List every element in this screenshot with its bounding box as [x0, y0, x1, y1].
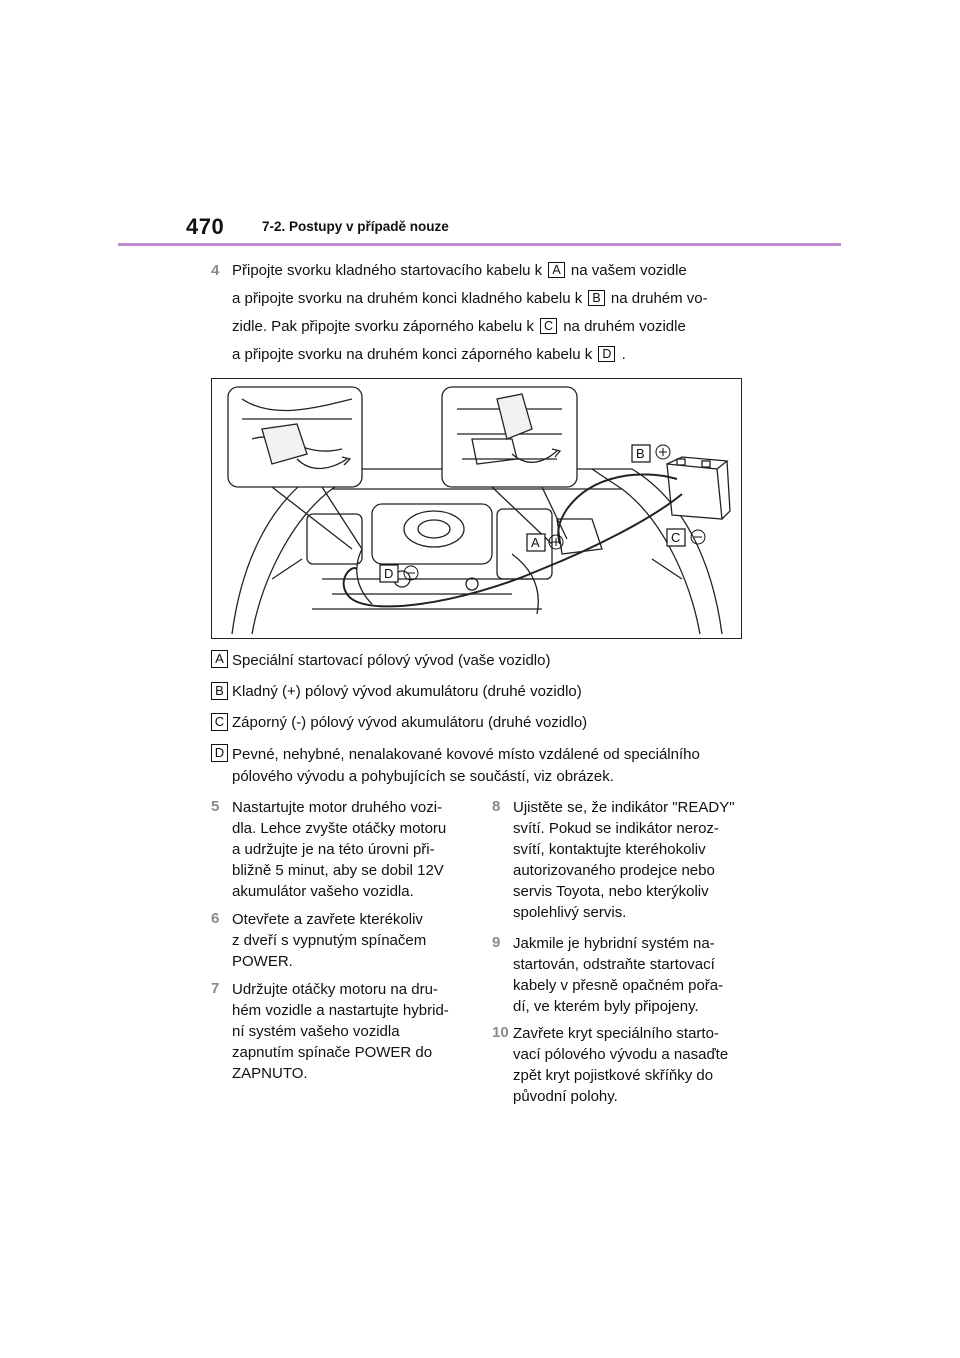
- step-8-line: Ujistěte se, že indikátor "READY": [513, 799, 735, 816]
- callout-d: D: [384, 566, 394, 581]
- step4-line-3: [232, 318, 686, 336]
- step-8-line: servis Toyota, nebo kterýkoliv: [513, 883, 709, 900]
- step-7-line: ní systém vašeho vozidla: [232, 1023, 400, 1040]
- step-6-line: Otevřete a zavřete kterékoliv: [232, 911, 423, 928]
- step-7-line: Udržujte otáčky motoru na dru-: [232, 981, 438, 998]
- step-6-line: POWER.: [232, 953, 293, 970]
- step-number-7: 7: [211, 980, 220, 997]
- legend-text-d-2: pólového vývodu a pohybujících se součástí, viz obrázek.: [232, 768, 614, 785]
- step4-line-1-text-a: Připojte svorku kladného startovacího kabelu k: [232, 262, 543, 279]
- step-7-line: hém vozidle a nastartujte hybrid-: [232, 1002, 449, 1019]
- header-rule: [118, 243, 841, 246]
- step-10-line: původní polohy.: [513, 1088, 618, 1105]
- engine-bay-inner-outline: [252, 489, 700, 634]
- step-number-4: 4: [211, 262, 220, 279]
- step-8-text: [513, 797, 735, 923]
- cable-negative: [344, 494, 682, 606]
- step-number-5: 5: [211, 798, 220, 815]
- engine-bay-drawing: [212, 379, 741, 638]
- step-number-9: 9: [492, 934, 501, 951]
- step-5-line: akumulátor vašeho vozidla.: [232, 883, 414, 900]
- step-9-line: kabely v přesně opačném pořa-: [513, 977, 724, 994]
- step4-line-3-text-b: na druhém vozidle: [563, 318, 686, 335]
- step-8-line: svítí, kontaktujte kteréhokoliv: [513, 841, 706, 858]
- legend-text-c: Záporný (-) pólový vývod akumulátoru (druhé vozidlo): [232, 714, 588, 731]
- step-10-text: [513, 1023, 728, 1107]
- legend-label-c: C: [211, 713, 228, 731]
- step-number-8: 8: [492, 798, 501, 815]
- callout-c: C: [671, 530, 681, 545]
- label-b-inline: B: [588, 290, 604, 306]
- legend-label-b: B: [211, 682, 228, 700]
- step-6-line: z dveří s vypnutým spínačem: [232, 932, 427, 949]
- step-8-line: svítí. Pokud se indikátor neroz-: [513, 820, 719, 837]
- step-8-line: autorizovaného prodejce nebo: [513, 862, 715, 879]
- step-7-line: ZAPNUTO.: [232, 1065, 308, 1082]
- step-8-line: spolehlivý servis.: [513, 904, 627, 921]
- label-a-inline: A: [548, 262, 564, 278]
- step-10-line: zpět kryt pojistkové skříňky do: [513, 1067, 714, 1084]
- legend-text-b: Kladný (+) pólový vývod akumulátoru (druhé vozidlo): [232, 683, 582, 700]
- step4-line-2-text-a: a připojte svorku na druhém konci kladného kabelu k: [232, 290, 583, 307]
- step-10-line: vací pólového vývodu a nasaďte: [513, 1046, 729, 1063]
- step-5-line: a udržujte je na této úrovni při-: [232, 841, 435, 858]
- step4-line-4-text-b: .: [621, 346, 626, 363]
- step-7-line: zapnutím spínače POWER do: [232, 1044, 433, 1061]
- label-d-inline: D: [598, 346, 615, 362]
- label-c-inline: C: [540, 318, 557, 334]
- inset-left-pointer: [272, 487, 362, 549]
- legend-text-d-1: Pevné, nehybné, nenalakované kovové místo vzdálené od speciálního: [232, 746, 700, 763]
- battery-body: [667, 464, 722, 519]
- step-7-text: [232, 979, 449, 1084]
- step-number-6: 6: [211, 910, 220, 927]
- step4-line-2-text-b: na druhém vo-: [610, 290, 708, 307]
- engine-cover: [372, 504, 492, 564]
- callout-a: A: [531, 535, 540, 550]
- step-number-10: 10: [492, 1024, 509, 1041]
- step-9-text: [513, 933, 723, 1017]
- step-9-line: startován, odstraňte startovací: [513, 956, 715, 973]
- step-5-line: dla. Lehce zvyšte otáčky motoru: [232, 820, 447, 837]
- callout-b: B: [636, 446, 645, 461]
- step-6-text: [232, 909, 426, 972]
- step-5-text: [232, 797, 446, 902]
- section-title: 7-2. Postupy v případě nouze: [262, 219, 449, 234]
- engine-bay-illustration: [211, 378, 742, 639]
- step-9-line: dí, ve kterém byly připojeny.: [513, 998, 699, 1015]
- step4-line-3-text-a: zidle. Pak připojte svorku záporného kabelu k: [232, 318, 534, 335]
- step4-line-4: [232, 346, 626, 364]
- legend-label-d: D: [211, 744, 228, 762]
- step-5-line: Nastartujte motor druhého vozi-: [232, 799, 443, 816]
- step4-line-1-text-b: na vašem vozidle: [570, 262, 687, 279]
- legend-text-a: Speciální startovací pólový vývod (vaše vozidlo): [232, 652, 551, 669]
- step-9-line: Jakmile je hybridní systém na-: [513, 935, 715, 952]
- step-10-line: Zavřete kryt speciálního starto-: [513, 1025, 719, 1042]
- page-number: 470: [186, 214, 225, 239]
- step4-line-1: [232, 262, 687, 280]
- legend-label-a: A: [211, 650, 228, 668]
- step4-line-2: [232, 290, 708, 308]
- step-5-line: bližně 5 minut, aby se dobil 12V: [232, 862, 444, 879]
- step4-line-4-text-a: a připojte svorku na druhém konci záporného kabelu k: [232, 346, 593, 363]
